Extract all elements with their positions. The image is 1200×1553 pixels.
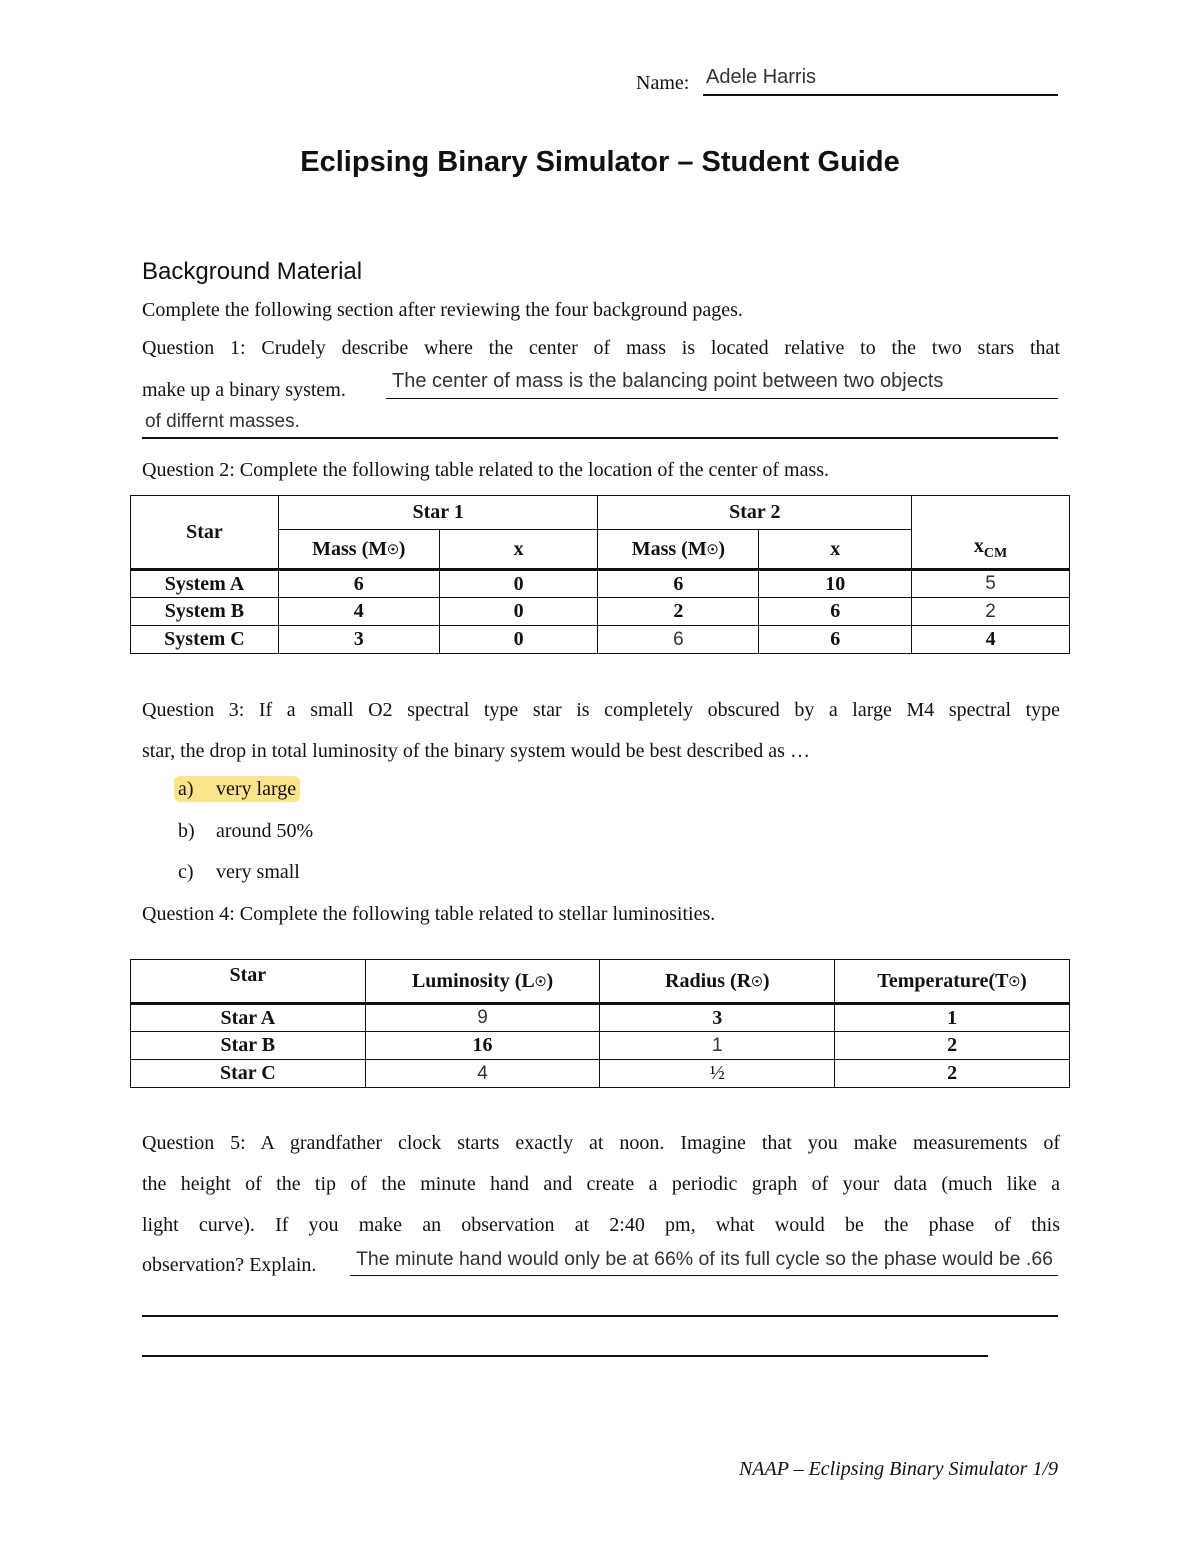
page-title: Eclipsing Binary Simulator – Student Guide — [300, 146, 900, 178]
choice-text: very large — [216, 778, 297, 800]
choice-a-highlight — [174, 776, 300, 802]
q1-answer-underline-1 — [386, 398, 1058, 399]
q5-line4: observation? Explain. — [142, 1254, 317, 1276]
row-label: System B — [131, 598, 279, 626]
q5-line1: Question 5: A grandfather clock starts exactly at noon. Imagine that you make measurements of — [142, 1132, 1060, 1154]
choice-text: around 50% — [216, 820, 314, 842]
sun-symbol-icon: ☉ — [1008, 973, 1021, 989]
cell-luminosity[interactable]: 4 — [365, 1060, 600, 1088]
choice-b[interactable] — [178, 820, 313, 843]
cell-mass1: 6 — [278, 570, 439, 598]
col-radius: Radius (R☉) — [600, 960, 835, 1004]
cell-luminosity[interactable]: 9 — [365, 1004, 600, 1032]
sun-symbol-icon: ☉ — [751, 973, 763, 989]
cell-x1: 0 — [439, 626, 598, 654]
choice-letter: a) — [178, 778, 194, 800]
q5-line2: the height of the tip of the minute hand and create a periodic graph of your data (much like a — [142, 1173, 1060, 1195]
page-footer: NAAP – Eclipsing Binary Simulator 1/9 — [738, 1458, 1058, 1480]
cell-mass2: 2 — [598, 598, 759, 626]
table-row — [131, 626, 1070, 654]
center-of-mass-table — [130, 495, 1070, 654]
cell-temperature: 2 — [835, 1060, 1070, 1088]
q5-line3: light curve). If you make an observation at 2:40 pm, what would be the phase of this — [142, 1214, 1060, 1236]
q3-line2: star, the drop in total luminosity of the binary system would be best described as … — [142, 740, 810, 762]
cell-mass1: 3 — [278, 626, 439, 654]
row-label: Star B — [131, 1032, 366, 1060]
cell-x2: 10 — [759, 570, 912, 598]
cell-xcm[interactable]: 5 — [912, 570, 1070, 598]
q3-line1: Question 3: If a small O2 spectral type star is completely obscured by a large M4 spectral type — [142, 699, 1060, 721]
row-label: System A — [131, 570, 279, 598]
row-label: Star A — [131, 1004, 366, 1032]
col-star: Star — [131, 960, 366, 1004]
q5-blank-line-2 — [142, 1355, 988, 1357]
choice-letter: c) — [178, 861, 194, 883]
q1-line1: Question 1: Crudely describe where the center of mass is located relative to the two stars that — [142, 337, 1060, 359]
col-star1: Star 1 — [278, 496, 598, 530]
col-star2: Star 2 — [598, 496, 912, 530]
col-xcm — [912, 496, 1070, 570]
col-luminosity: Luminosity (L☉) — [365, 960, 600, 1004]
col-mass-2: Mass (M☉) — [598, 530, 759, 570]
q5-answer-underline — [350, 1275, 1058, 1276]
row-label: System C — [131, 626, 279, 654]
luminosity-table — [130, 959, 1070, 1088]
cell-xcm[interactable]: 2 — [912, 598, 1070, 626]
cell-x2: 6 — [759, 626, 912, 654]
q1-answer-line2[interactable]: of differnt masses. — [145, 411, 300, 432]
sun-symbol-icon: ☉ — [534, 973, 547, 989]
sun-symbol-icon: ☉ — [706, 541, 719, 557]
cell-temperature: 2 — [835, 1032, 1070, 1060]
col-x-2: x — [759, 530, 912, 570]
q4-text: Question 4: Complete the following table related to stellar luminosities. — [142, 903, 716, 925]
choice-letter: b) — [178, 820, 195, 842]
table-row — [131, 1032, 1070, 1060]
col-x-1: x — [439, 530, 598, 570]
q5-answer[interactable]: The minute hand would only be at 66% of its full cycle so the phase would be .66 — [356, 1248, 1054, 1270]
cell-luminosity: 16 — [365, 1032, 600, 1060]
q1-line2: make up a binary system. — [142, 379, 346, 401]
q1-answer-underline-2 — [142, 437, 1058, 439]
q1-answer-line1[interactable]: The center of mass is the balancing point between two objects — [392, 370, 944, 392]
sun-symbol-icon: ☉ — [387, 541, 399, 557]
q2-text: Question 2: Complete the following table related to the location of the center of mass. — [142, 459, 830, 481]
table-row — [131, 1060, 1070, 1088]
cell-mass2[interactable]: 6 — [598, 626, 759, 654]
cell-temperature: 1 — [835, 1004, 1070, 1032]
col-star: Star — [131, 496, 279, 570]
cell-xcm: 4 — [912, 626, 1070, 654]
table-row — [131, 1004, 1070, 1032]
table-row — [131, 570, 1070, 598]
table-row — [131, 598, 1070, 626]
cell-radius: 3 — [600, 1004, 835, 1032]
col-mass-1: Mass (M☉) — [278, 530, 439, 570]
intro-text: Complete the following section after reviewing the four background pages. — [142, 299, 743, 321]
choice-a[interactable] — [174, 778, 300, 801]
row-label: Star C — [131, 1060, 366, 1088]
xcm-main: x — [973, 535, 984, 557]
name-label: Name: — [636, 72, 690, 94]
cell-x1: 0 — [439, 570, 598, 598]
cell-radius[interactable]: 1 — [600, 1032, 835, 1060]
cell-mass1: 4 — [278, 598, 439, 626]
xcm-sub: CM — [983, 546, 1008, 561]
col-temperature: Temperature(T☉) — [835, 960, 1070, 1004]
name-underline — [703, 94, 1058, 96]
name-value[interactable]: Adele Harris — [706, 66, 817, 88]
cell-x1: 0 — [439, 598, 598, 626]
cell-radius[interactable]: ½ — [600, 1060, 835, 1088]
q5-blank-line-1 — [142, 1315, 1058, 1317]
choice-text: very small — [216, 861, 300, 883]
cell-mass2: 6 — [598, 570, 759, 598]
cell-x2: 6 — [759, 598, 912, 626]
choice-c[interactable] — [178, 861, 300, 884]
section-heading: Background Material — [142, 258, 363, 285]
